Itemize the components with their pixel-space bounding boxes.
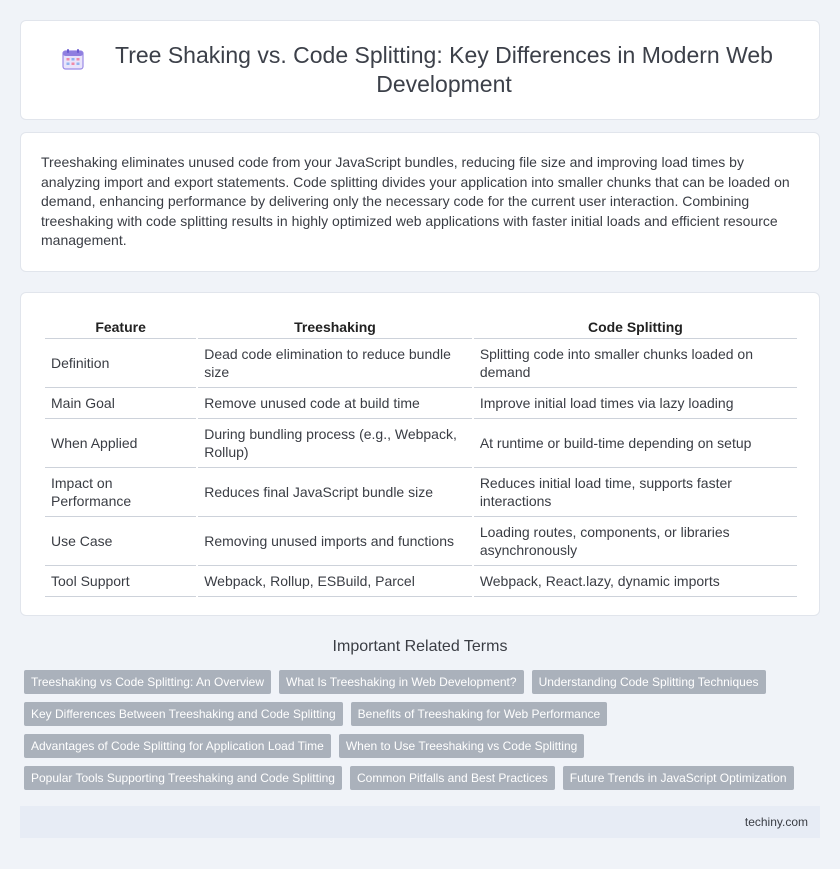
related-tag[interactable]: Treeshaking vs Code Splitting: An Overview [24, 670, 271, 694]
header-code-splitting: Code Splitting [474, 317, 797, 339]
row-treeshaking: Remove unused code at build time [198, 388, 472, 419]
row-treeshaking: Dead code elimination to reduce bundle size [198, 339, 472, 388]
title-wrap [61, 41, 779, 99]
related-terms-tags [24, 670, 824, 790]
header-card [20, 20, 820, 120]
row-treeshaking: During bundling process (e.g., Webpack, Rollup) [198, 419, 472, 468]
row-treeshaking: Reduces final JavaScript bundle size [198, 468, 472, 517]
header-treeshaking: Treeshaking [198, 317, 472, 339]
row-code-splitting: Improve initial load times via lazy loading [474, 388, 797, 419]
related-tag[interactable]: Understanding Code Splitting Techniques [532, 670, 766, 694]
row-code-splitting: Splitting code into smaller chunks loaded on demand [474, 339, 797, 388]
related-terms-title: Important Related Terms [332, 638, 508, 655]
row-feature: When Applied [45, 419, 196, 468]
table-row [45, 388, 797, 419]
row-feature: Main Goal [45, 388, 196, 419]
row-treeshaking: Removing unused imports and functions [198, 517, 472, 566]
row-feature: Impact on Performance [45, 468, 196, 517]
related-tag[interactable]: Advantages of Code Splitting for Application Load Time [24, 734, 331, 758]
row-code-splitting: Reduces initial load time, supports faster interactions [474, 468, 797, 517]
related-tag[interactable]: Common Pitfalls and Best Practices [350, 766, 555, 790]
row-code-splitting: At runtime or build-time depending on setup [474, 419, 797, 468]
footer-site-link[interactable]: techiny.com [744, 815, 808, 829]
related-tag[interactable]: Benefits of Treeshaking for Web Performance [351, 702, 608, 726]
related-tag[interactable]: Key Differences Between Treeshaking and Code Splitting [24, 702, 343, 726]
table-header-row [45, 317, 797, 339]
calendar-icon [61, 47, 85, 71]
related-tag[interactable]: What Is Treeshaking in Web Development? [279, 670, 524, 694]
row-feature: Definition [45, 339, 196, 388]
table-row [45, 517, 797, 566]
related-tag[interactable]: Future Trends in JavaScript Optimization [563, 766, 794, 790]
comparison-table [43, 317, 799, 597]
header-feature: Feature [45, 317, 196, 339]
intro-card [20, 132, 820, 272]
page-title: Tree Shaking vs. Code Splitting: Key Differences in Modern Web Development [115, 42, 773, 97]
row-feature: Tool Support [45, 566, 196, 597]
related-tag[interactable]: Popular Tools Supporting Treeshaking and Code Splitting [24, 766, 342, 790]
table-row [45, 566, 797, 597]
comparison-table-card [20, 292, 820, 616]
row-code-splitting: Loading routes, components, or libraries asynchronously [474, 517, 797, 566]
row-code-splitting: Webpack, React.lazy, dynamic imports [474, 566, 797, 597]
intro-paragraph: Treeshaking eliminates unused code from your JavaScript bundles, reducing file size and improving load times by analyzing import and export statements. Code splitting divides your application into smaller chunks that can be loaded on demand, enhancing performance by delivering only the necessary code for the current user interaction. Combining treeshaking with code splitting results in highly optimized web applications with faster initial loads and efficient resource management. [41, 154, 790, 248]
table-row [45, 339, 797, 388]
row-feature: Use Case [45, 517, 196, 566]
footer [20, 806, 820, 838]
row-treeshaking: Webpack, Rollup, ESBuild, Parcel [198, 566, 472, 597]
table-row [45, 468, 797, 517]
related-tag[interactable]: When to Use Treeshaking vs Code Splitting [339, 734, 584, 758]
table-row [45, 419, 797, 468]
